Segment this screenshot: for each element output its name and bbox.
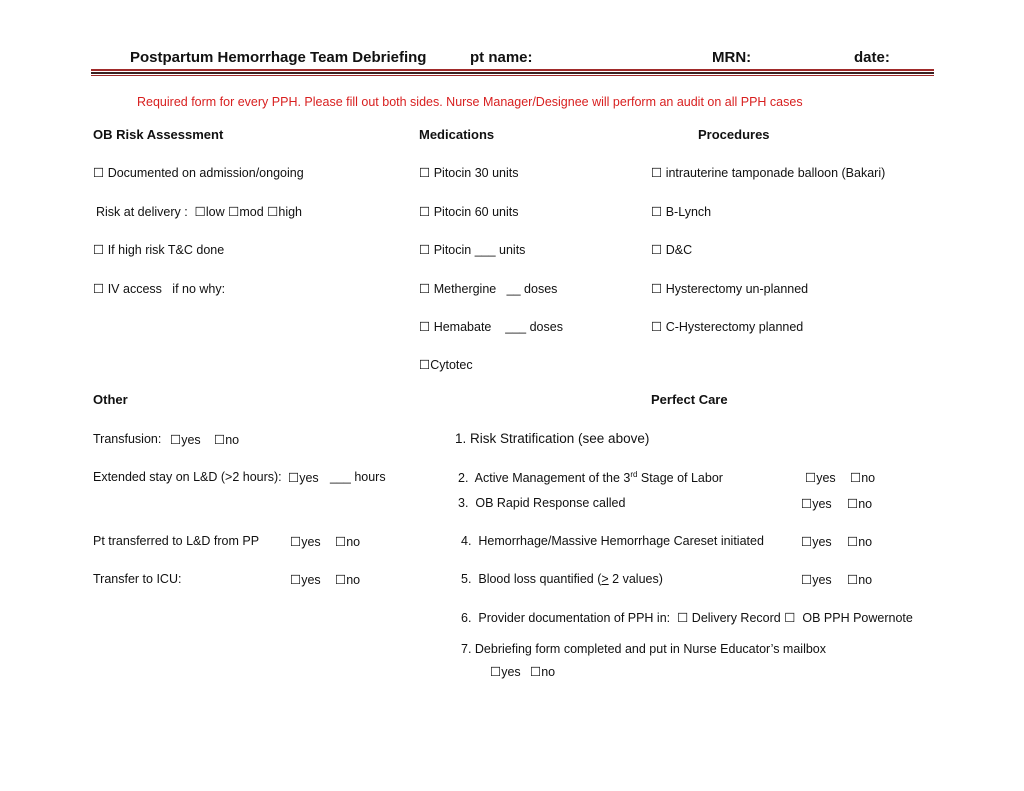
extended-stay-label: Extended stay on L&D (>2 hours): bbox=[93, 470, 282, 484]
item4-no bbox=[847, 534, 872, 549]
transfusion-no bbox=[214, 432, 239, 447]
item7-yes bbox=[490, 664, 521, 679]
risk-at-delivery bbox=[96, 204, 302, 219]
transferred-no-label: no bbox=[346, 535, 361, 549]
perfect-item-7: 7. Debriefing form completed and put in Nurse Educator’s mailbox bbox=[461, 642, 827, 656]
c-hysterectomy-item bbox=[651, 319, 803, 334]
perfect-item-6-text: 6. Provider documentation of PPH in: bbox=[461, 611, 671, 625]
cytotec-checkbox[interactable]: ☐ bbox=[419, 357, 431, 372]
pitocin-units-item bbox=[419, 242, 525, 257]
transfusion-yes-checkbox[interactable]: ☐ bbox=[170, 432, 182, 447]
icu-no-checkbox[interactable]: ☐ bbox=[335, 572, 347, 587]
icu-label: Transfer to ICU: bbox=[93, 572, 182, 586]
item5-no-label: no bbox=[858, 573, 873, 587]
hemabate-label: Hemabate ___ doses bbox=[433, 320, 563, 334]
low-checkbox[interactable]: ☐ bbox=[194, 204, 206, 219]
hemabate-item bbox=[419, 319, 563, 334]
perfect-item-4: 4. Hemorrhage/Massive Hemorrhage Careset initiated bbox=[461, 534, 764, 548]
mrn-label: MRN: bbox=[712, 49, 752, 66]
icu-no bbox=[335, 572, 360, 587]
item4-yes bbox=[801, 534, 832, 549]
pitocin-60-label: Pitocin 60 units bbox=[433, 205, 519, 219]
header-rule-bottom bbox=[91, 75, 934, 76]
item3-no-checkbox[interactable]: ☐ bbox=[847, 496, 859, 511]
perfect-item-5-symbol: > bbox=[601, 572, 609, 586]
item2-yes-label: yes bbox=[816, 471, 836, 485]
documented-label: Documented on admission/ongoing bbox=[107, 166, 304, 180]
pitocin-60-checkbox[interactable]: ☐ bbox=[419, 204, 431, 219]
item7-yes-checkbox[interactable]: ☐ bbox=[490, 664, 502, 679]
item4-no-checkbox[interactable]: ☐ bbox=[847, 534, 859, 549]
balloon-label: intrauterine tamponade balloon (Bakari) bbox=[665, 166, 886, 180]
item7-no-checkbox[interactable]: ☐ bbox=[530, 664, 542, 679]
item4-no-label: no bbox=[858, 535, 873, 549]
transferred-yes-label: yes bbox=[301, 535, 321, 549]
perfect-item-2-text-end: Stage of Labor bbox=[637, 471, 723, 486]
icu-yes-label: yes bbox=[301, 573, 321, 587]
dc-item bbox=[651, 242, 692, 257]
mod-label: mod bbox=[239, 205, 264, 219]
transfusion-label: Transfusion: bbox=[93, 432, 162, 446]
cytotec-label: Cytotec bbox=[430, 358, 473, 372]
item5-yes-label: yes bbox=[812, 573, 832, 587]
medications-heading: Medications bbox=[419, 127, 495, 142]
delivery-record-checkbox[interactable]: ☐ bbox=[677, 610, 689, 625]
mod-checkbox[interactable]: ☐ bbox=[228, 204, 240, 219]
item2-no-checkbox[interactable]: ☐ bbox=[850, 470, 862, 485]
tc-checkbox[interactable]: ☐ bbox=[93, 242, 105, 257]
dc-checkbox[interactable]: ☐ bbox=[651, 242, 663, 257]
hysterectomy-unplanned-checkbox[interactable]: ☐ bbox=[651, 281, 663, 296]
b-lynch-item bbox=[651, 204, 711, 219]
pitocin-units-checkbox[interactable]: ☐ bbox=[419, 242, 431, 257]
date-label: date: bbox=[854, 49, 890, 66]
b-lynch-checkbox[interactable]: ☐ bbox=[651, 204, 663, 219]
item7-yes-label: yes bbox=[501, 665, 521, 679]
methergine-label: Methergine __ doses bbox=[433, 282, 558, 296]
header-rule-middle bbox=[91, 72, 934, 74]
documented-item bbox=[93, 165, 304, 180]
perfect-item-3: 3. OB Rapid Response called bbox=[458, 496, 626, 510]
item7-no-label: no bbox=[541, 665, 556, 679]
iv-label: IV access if no why: bbox=[107, 282, 226, 296]
b-lynch-label: B-Lynch bbox=[665, 205, 712, 219]
iv-checkbox[interactable]: ☐ bbox=[93, 281, 105, 296]
form-title: Postpartum Hemorrhage Team Debriefing bbox=[130, 49, 427, 66]
header-rule-top bbox=[91, 69, 934, 71]
transfusion-yes-label: yes bbox=[181, 433, 201, 447]
tc-label: If high risk T&C done bbox=[107, 243, 225, 257]
transferred-yes-checkbox[interactable]: ☐ bbox=[290, 534, 302, 549]
transfusion-yes bbox=[170, 432, 201, 447]
item2-yes bbox=[805, 470, 836, 485]
perfect-item-5-text-end: 2 values) bbox=[608, 572, 663, 586]
balloon-item bbox=[651, 165, 885, 180]
item3-yes-checkbox[interactable]: ☐ bbox=[801, 496, 813, 511]
extended-hours-label: ___ hours bbox=[330, 470, 386, 484]
methergine-checkbox[interactable]: ☐ bbox=[419, 281, 431, 296]
item3-no-label: no bbox=[858, 497, 873, 511]
procedures-heading: Procedures bbox=[698, 127, 770, 142]
perfect-item-1: 1. Risk Stratification (see above) bbox=[455, 431, 650, 446]
icu-no-label: no bbox=[346, 573, 361, 587]
low-label: low bbox=[205, 205, 225, 219]
item2-yes-checkbox[interactable]: ☐ bbox=[805, 470, 817, 485]
perfect-item-6 bbox=[461, 610, 913, 625]
ob-pph-powernote-checkbox[interactable]: ☐ bbox=[784, 610, 796, 625]
other-heading: Other bbox=[93, 392, 128, 407]
delivery-record-label: Delivery Record bbox=[691, 611, 781, 625]
transferred-no bbox=[335, 534, 360, 549]
risk-heading: OB Risk Assessment bbox=[93, 127, 224, 142]
item5-yes-checkbox[interactable]: ☐ bbox=[801, 572, 813, 587]
hysterectomy-unplanned-label: Hysterectomy un-planned bbox=[665, 282, 809, 296]
extended-yes-checkbox[interactable]: ☐ bbox=[288, 470, 300, 485]
pitocin-units-label: Pitocin ___ units bbox=[433, 243, 526, 257]
transferred-label: Pt transferred to L&D from PP bbox=[93, 534, 260, 548]
hysterectomy-unplanned-item bbox=[651, 281, 808, 296]
item4-yes-checkbox[interactable]: ☐ bbox=[801, 534, 813, 549]
cytotec-item bbox=[419, 357, 473, 372]
item3-yes-label: yes bbox=[812, 497, 832, 511]
transfusion-no-label: no bbox=[225, 433, 240, 447]
c-hysterectomy-label: C-Hysterectomy planned bbox=[665, 320, 804, 334]
c-hysterectomy-checkbox[interactable]: ☐ bbox=[651, 319, 663, 334]
methergine-item bbox=[419, 281, 557, 296]
pitocin-30-checkbox[interactable]: ☐ bbox=[419, 165, 431, 180]
pitocin-30-label: Pitocin 30 units bbox=[433, 166, 519, 180]
pitocin-60-item bbox=[419, 204, 518, 219]
item5-no bbox=[847, 572, 872, 587]
item3-no bbox=[847, 496, 872, 511]
item3-yes bbox=[801, 496, 832, 511]
item5-no-checkbox[interactable]: ☐ bbox=[847, 572, 859, 587]
dc-label: D&C bbox=[665, 243, 693, 257]
perfect-item-2-sup: rd bbox=[630, 470, 638, 479]
risk-at-delivery-label: Risk at delivery : bbox=[96, 205, 188, 219]
pitocin-30-item bbox=[419, 165, 518, 180]
tc-item bbox=[93, 242, 224, 257]
perfect-item-2-text: 2. Active Management of the 3 bbox=[458, 471, 631, 486]
transferred-no-checkbox[interactable]: ☐ bbox=[335, 534, 347, 549]
ob-pph-powernote-label: OB PPH Powernote bbox=[802, 611, 913, 625]
item7-no bbox=[530, 664, 555, 679]
item5-yes bbox=[801, 572, 832, 587]
required-notice: Required form for every PPH. Please fill out both sides. Nurse Manager/Designee will perform an audit on all PPH cases bbox=[137, 95, 803, 109]
perfect-care-heading: Perfect Care bbox=[651, 392, 728, 407]
item2-no-label: no bbox=[861, 471, 876, 485]
item4-yes-label: yes bbox=[812, 535, 832, 549]
perfect-item-2 bbox=[458, 470, 723, 485]
perfect-item-5 bbox=[461, 572, 663, 586]
documented-checkbox[interactable]: ☐ bbox=[93, 165, 105, 180]
transferred-yes bbox=[290, 534, 321, 549]
hemabate-checkbox[interactable]: ☐ bbox=[419, 319, 431, 334]
extended-yes-label: yes bbox=[299, 471, 319, 485]
high-checkbox[interactable]: ☐ bbox=[267, 204, 279, 219]
item2-no bbox=[850, 470, 875, 485]
perfect-item-5-text: 5. Blood loss quantified ( bbox=[461, 572, 602, 586]
pt-name-label: pt name: bbox=[470, 49, 533, 66]
iv-item bbox=[93, 281, 225, 296]
extended-yes bbox=[288, 470, 319, 485]
icu-yes bbox=[290, 572, 321, 587]
transfusion-no-checkbox[interactable]: ☐ bbox=[214, 432, 226, 447]
balloon-checkbox[interactable]: ☐ bbox=[651, 165, 663, 180]
icu-yes-checkbox[interactable]: ☐ bbox=[290, 572, 302, 587]
high-label: high bbox=[278, 205, 303, 219]
